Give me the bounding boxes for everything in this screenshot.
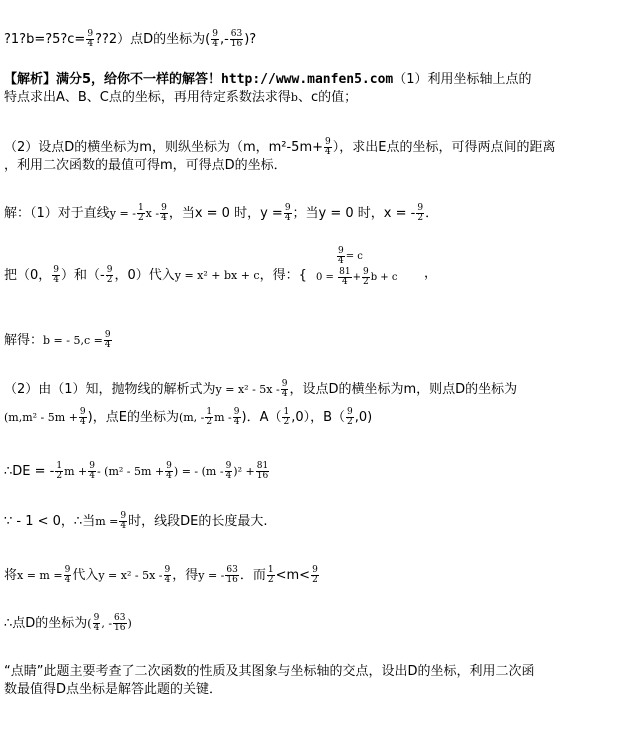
text: ?1?b=?5?c= — [4, 32, 86, 47]
text: ??2）点D的坐标为( — [95, 32, 211, 47]
de-expression: ∴DE = - $\frac{1}{2}$ m + $\frac{9}{4}$ - (m² - 5m + $\frac{9}{4}$ ) = - (m - $\frac{9}{4}$ )² + $\frac{81}{16}$ — [4, 461, 269, 481]
equation-system: $\frac{9}{4}$ = c 0 = $\frac{81}{4}$ + $\frac{9}{2}$ b + c — [316, 246, 398, 287]
hint-part2-cont: ，利用二次函数的最值可得m，可得点D的坐标． — [4, 158, 287, 173]
solution-part2-points: (m,m² - 5m + $\frac{9}{4}$ )，点E的坐标为(m, - $\frac{1}{2}$ m - $\frac{9}{4}$ )．A（ $\frac{1}{2}$ ,0），B（ $\frac{9}{2}$ ,0) — [4, 407, 373, 427]
solved-values: 解得：b = - 5,c = $\frac{9}{4}$ — [4, 330, 111, 350]
hint-part2: （2）设点D的横坐标为m，则纵坐标为（m，m²-5m+ $\frac{9}{4}$ ），求出E点的坐标，可得两点间的距离 — [4, 137, 556, 157]
conclusion: ∴点D的坐标为( $\frac{9}{4}$ , - $\frac{63}{16}$ ) — [4, 613, 132, 633]
answer-summary: ?1?b=?5?c= $\frac{9}{4}$ ??2）点D的坐标为( $\frac{9}{4}$ ,- $\frac{63}{16}$ )? — [4, 29, 257, 49]
fraction: $\frac{63}{16}$ — [230, 29, 243, 49]
analysis-label: 【解析】满分5，给你不一样的解答！ — [4, 72, 222, 87]
fraction: $\frac{9}{4}$ — [87, 29, 94, 49]
solution-part2: （2）由（1）知，抛物线的解析式为y = x² - 5x - $\frac{9}{4}$ ，设点D的横坐标为m，则点D的坐标为 — [4, 379, 518, 399]
fraction: $\frac{9}{4}$ — [212, 29, 218, 49]
analysis-heading: 【解析】满分5，给你不一样的解答！http://www.manfen5.com（1）利用坐标轴上点的 — [4, 72, 532, 87]
solution-step1: 解：（1）对于直线y = - $\frac{1}{2}$ x - $\frac{9}{4}$ ，当x = 0 时，y = $\frac{9}{4}$ ；当y = 0 时，x = - $\frac{9}{2}$ ． — [4, 203, 439, 223]
substitution: 把（0， $\frac{9}{4}$ ）和（- $\frac{9}{2}$ ，0）代入y = x² + bx + c，得：{ — [4, 265, 307, 285]
maximum-condition: ∵ - 1 < 0，∴当m = $\frac{9}{4}$ 时，线段DE的长度最大. — [4, 511, 268, 531]
comment-line2: 数最值得D点坐标是解答此题的关键． — [4, 682, 223, 697]
analysis-text: 特点求出A、B、C点的坐标，再用待定系数法求得b、c的值； — [4, 90, 358, 105]
site-url: http://www.manfen5.com — [221, 72, 394, 87]
comma: ， — [424, 266, 438, 281]
comment-line1: “点睛”此题主要考查了二次函数的性质及其图象与坐标轴的交点，设出D的坐标，利用二次函 — [4, 664, 535, 679]
plug-in: 将x = m = $\frac{9}{4}$ 代入y = x² - 5x - $\frac{9}{4}$ ，得y = - $\frac{63}{16}$ ．而 $\frac{1}{2}$ <m< $\frac{9}{2}$ — [4, 565, 318, 585]
